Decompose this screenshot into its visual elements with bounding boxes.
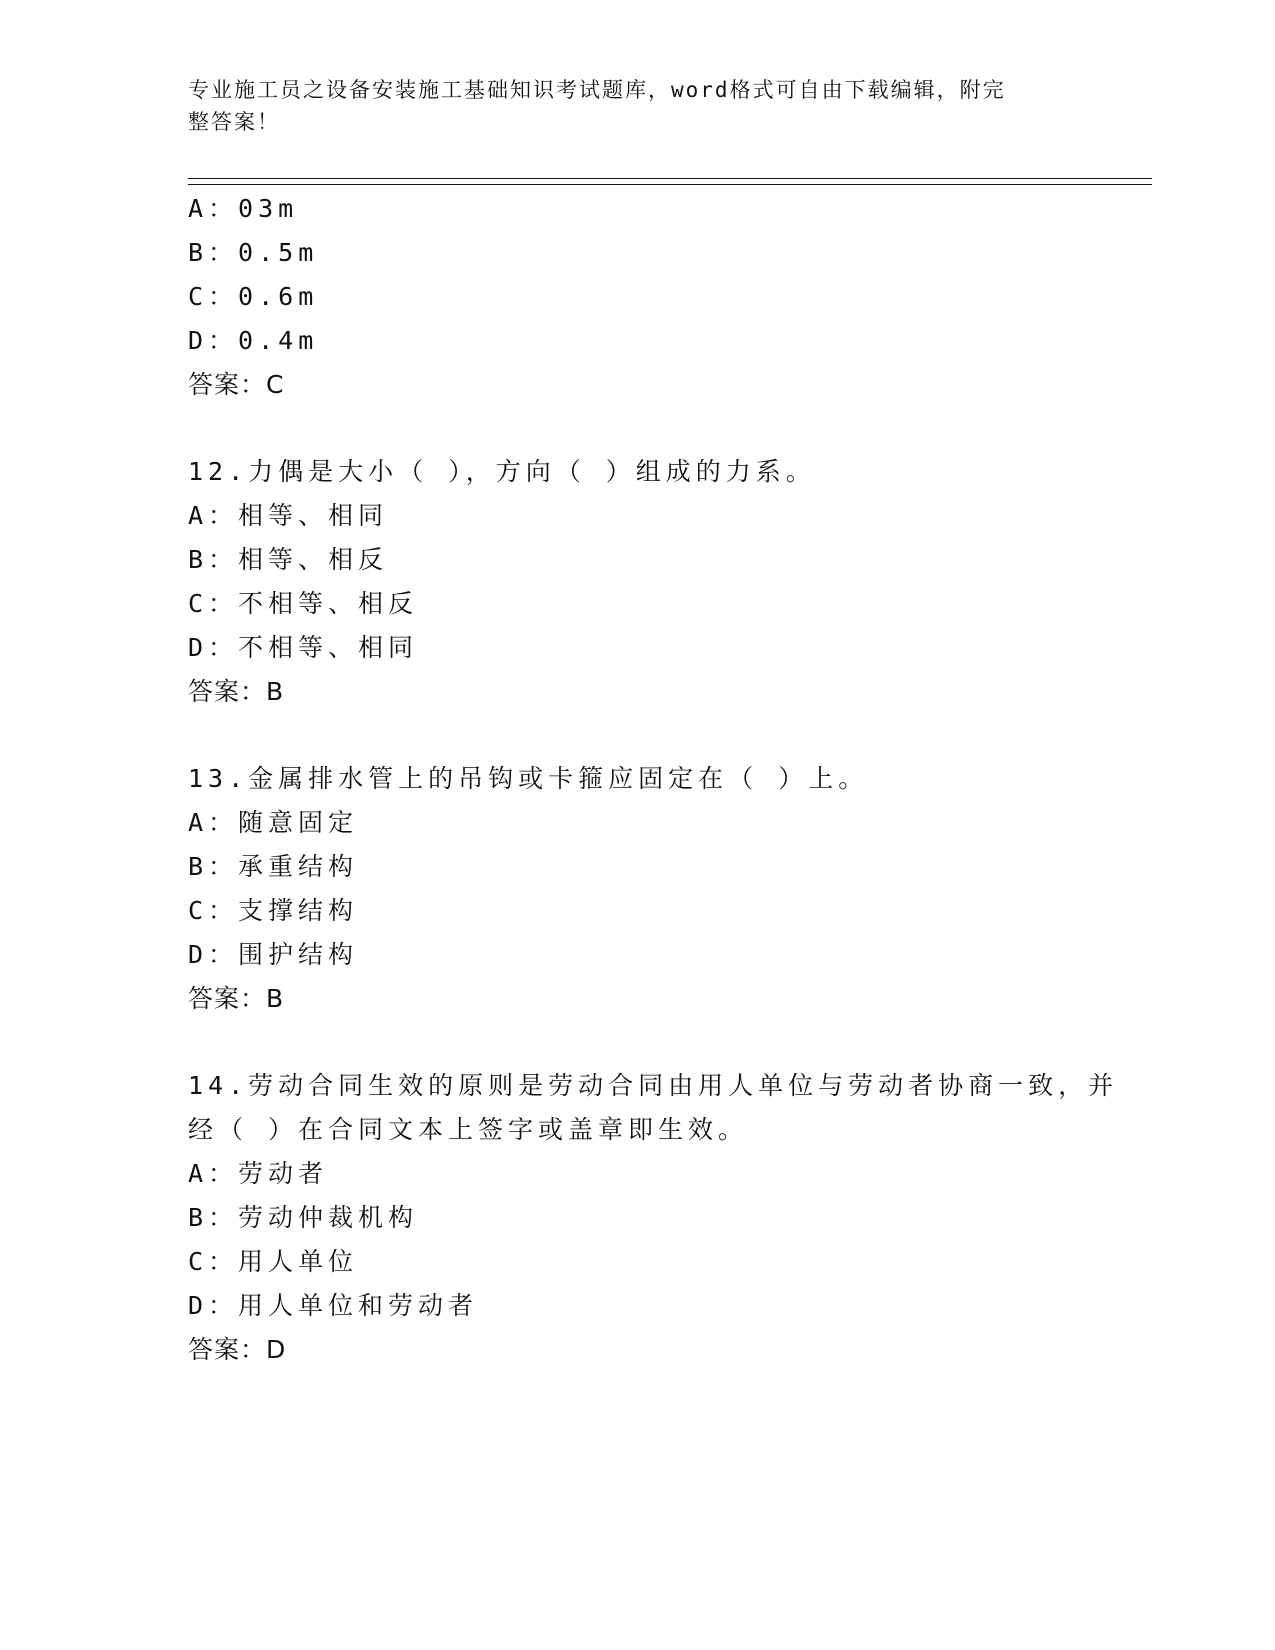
option-d: D：0.4m — [188, 326, 319, 355]
option-d: D：用人单位和劳动者 — [188, 1291, 479, 1320]
option-a: A：劳动者 — [188, 1159, 329, 1188]
header-line-2: 整答案！ — [188, 110, 280, 134]
option-c: C：用人单位 — [188, 1247, 359, 1276]
question-stem-line-1: 14.劳动合同生效的原则是劳动合同由用人单位与劳动者协商一致，并 — [188, 1071, 1119, 1100]
option-b: B：0.5m — [188, 238, 319, 267]
header-divider — [188, 178, 1152, 185]
option-b: B：劳动仲裁机构 — [188, 1203, 419, 1232]
option-a: A：随意固定 — [188, 808, 359, 837]
question-stem: 13.金属排水管上的吊钩或卡箍应固定在（ ）上。 — [188, 764, 869, 793]
question-stem: 12.力偶是大小（ ），方向（ ）组成的力系。 — [188, 457, 816, 486]
option-d: D：围护结构 — [188, 940, 359, 969]
option-d: D：不相等、相同 — [188, 633, 419, 662]
answer: 答案：B — [188, 984, 285, 1013]
option-c: C：0.6m — [188, 282, 319, 311]
question-stem-line-2: 经（ ）在合同文本上签字或盖章即生效。 — [188, 1115, 749, 1144]
option-b: B：相等、相反 — [188, 545, 389, 574]
document-header — [188, 74, 1068, 138]
option-b: B：承重结构 — [188, 852, 359, 881]
header-line-1: 专业施工员之设备安装施工基础知识考试题库，word格式可自由下载编辑，附完 — [188, 78, 1006, 102]
answer: 答案：D — [188, 1335, 287, 1364]
option-a: A：03m — [188, 194, 299, 223]
option-c: C：支撑结构 — [188, 896, 359, 925]
answer: 答案：B — [188, 677, 285, 706]
option-c: C：不相等、相反 — [188, 589, 419, 618]
answer: 答案：C — [188, 370, 285, 399]
option-a: A：相等、相同 — [188, 501, 389, 530]
